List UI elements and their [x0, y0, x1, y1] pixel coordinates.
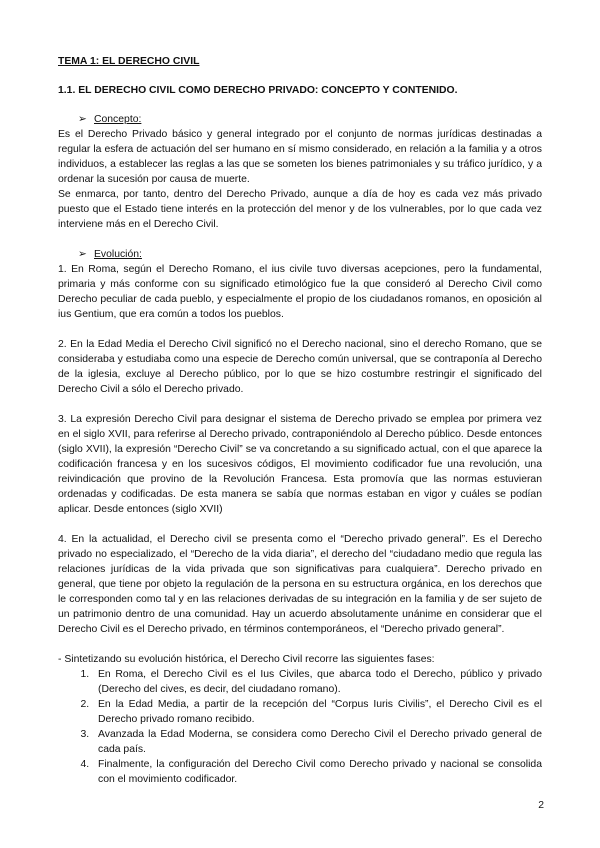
document-page — [58, 54, 542, 787]
evolucion-paragraph-2: 2. En la Edad Media el Derecho Civil significó no el Derecho nacional, sino el derecho Romano, que se consideraba y estudiaba como una especie de Derecho común universal, que se contraponía al Derecho de la iglesia, excluye al Derecho público, por lo que se hizo costumbre restringir el significado del Derecho Civil a sólo el Derecho privado. — [58, 339, 542, 395]
concepto-bullet — [78, 112, 542, 127]
document-title: TEMA 1: EL DERECHO CIVIL — [58, 56, 200, 67]
evolucion-paragraph-1: 1. En Roma, según el Derecho Romano, el ius civile tuvo diversas acepciones, pero la fundamental, primaria y más conforme con su significado etimológico fue la que consideró al Derecho Civil como Derecho peculiar de cada pueblo, y especialmente el propio de los ciudadanos romanos, en oposición al ius Gentium, que era común a todos los pueblos. — [58, 264, 542, 320]
arrow-bullet-icon: ➢ — [78, 249, 87, 260]
section-heading: 1.1. EL DERECHO CIVIL COMO DERECHO PRIVADO: CONCEPTO Y CONTENIDO. — [58, 85, 458, 96]
evolucion-label: Evolución: — [94, 249, 142, 260]
concepto-label: Concepto: — [94, 114, 142, 125]
sintesis-intro: - Sintetizando su evolución histórica, el Derecho Civil recorre las siguientes fases: — [58, 654, 435, 665]
list-item: 3. Avanzada la Edad Moderna, se considera como Derecho Civil el Derecho privado general de cada país. — [92, 727, 542, 757]
list-item: 1. En Roma, el Derecho Civil es el Ius Civiles, que abarca todo el Derecho, público y privado (Derecho del cives, es decir, del ciudadano romano). — [92, 667, 542, 697]
evolucion-paragraph-3: 3. La expresión Derecho Civil para designar el sistema de Derecho privado se emplea por primera vez en el siglo XVII, para referirse al Derecho privado, contraponiéndolo al Derecho público. Desde entonces (siglo XVII), la expresión “Derecho Civil” se va concretando a su significado actual, con el que aparece la codificación francesa y en los sucesivos códigos, El movimiento codificador fue una revolución, una reivindicación que provino de la Revolución Francesa. Esta promovía que las normas estuvieran ordenadas y codificadas. De esta manera se sabía que normas estaban en vigor y cuáles se podían aplicar. Desde entonces (siglo XVII) — [58, 414, 542, 515]
page-number: 2 — [538, 800, 544, 811]
evolucion-paragraph-4: 4. En la actualidad, el Derecho civil se presenta como el “Derecho privado general”. Es el Derecho privado no especializado, el “Derecho de la vida diaria”, el derecho del “ciudadano medio que regula las relaciones jurídicas de la vida privada que son significativas para cualquiera”. Derecho privado en general, que tiene por objeto la regulación de la persona en su estructura orgánica, en los derechos que le corresponden como tal y en las relaciones derivadas de su integración en la familia y de ser sujeto de un patrimonio dentro de una comunidad. Hay un acuerdo absolutamente unánime en considerar que el Derecho Civil es el Derecho privado, en términos contemporáneos, el “Derecho privado general”. — [58, 534, 542, 635]
list-item: 4. Finalmente, la configuración del Derecho Civil como Derecho privado y nacional se consolida con el movimiento codificador. — [92, 757, 542, 787]
concepto-paragraph-2: Se enmarca, por tanto, dentro del Derecho Privado, aunque a día de hoy es cada vez más privado puesto que el Estado tiene interés en la protección del menor y de los vulnerables, por lo que cada vez interviene más en el Derecho Civil. — [58, 189, 542, 230]
evolucion-bullet — [78, 247, 542, 262]
sintesis-list — [58, 667, 542, 787]
arrow-bullet-icon: ➢ — [78, 114, 87, 125]
list-item: 2. En la Edad Media, a partir de la recepción del “Corpus Iuris Civilis”, el Derecho Civil es el Derecho privado romano recibido. — [92, 697, 542, 727]
concepto-paragraph-1: Es el Derecho Privado básico y general integrado por el conjunto de normas jurídicas destinadas a regular la esfera de actuación del ser humano en sí mismo considerado, en relación a la familia y a otros individuos, a establecer las reglas a las que se someten los bienes patrimoniales y su tráfico jurídico, y a ordenar la sucesión por causa de muerte. — [58, 129, 542, 185]
